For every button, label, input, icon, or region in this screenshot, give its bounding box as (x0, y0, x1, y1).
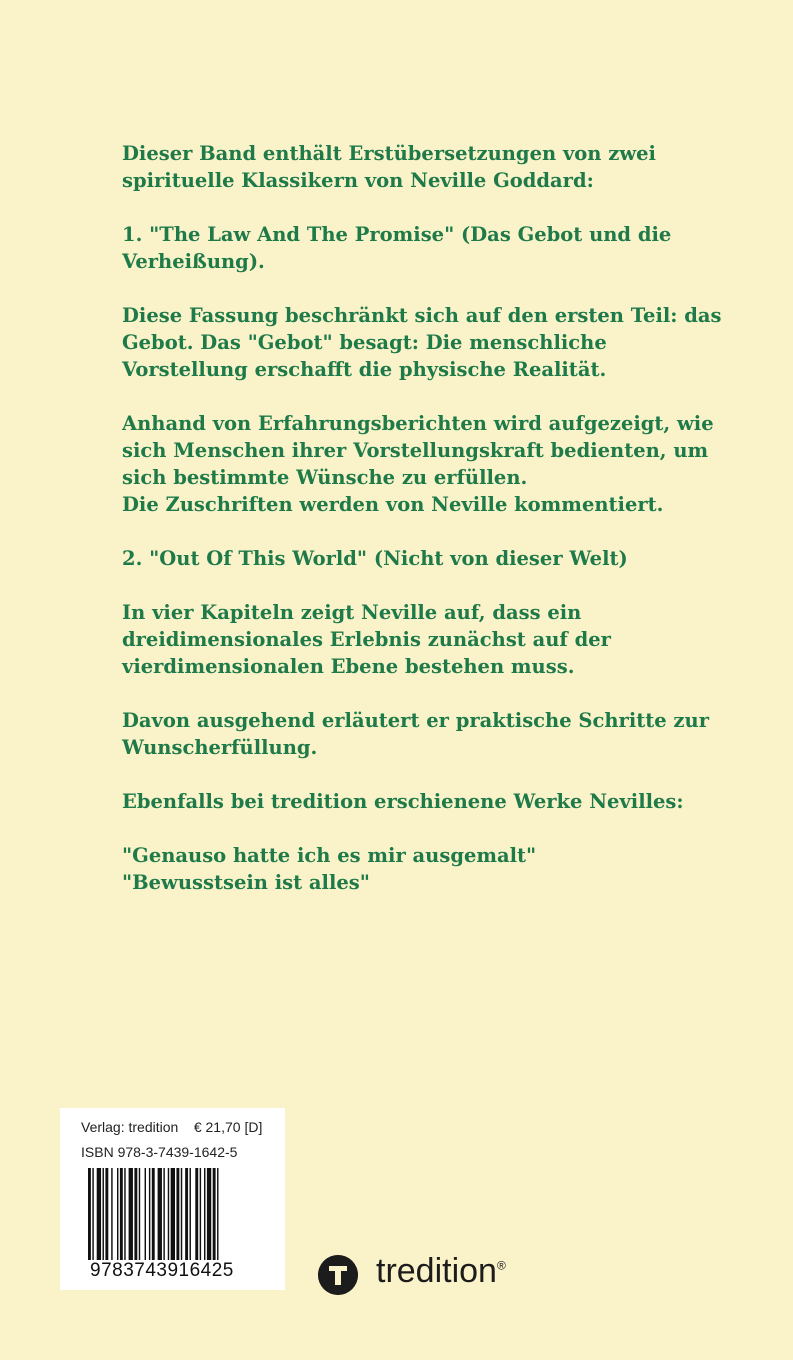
barcode-digits: 9783743916425 (90, 1260, 234, 1281)
barcode-icon (88, 1168, 256, 1260)
logo-wordmark-text: tredition (376, 1252, 497, 1290)
blurb-paragraph-reports: Anhand von Erfahrungsberichten wird aufgezeigt, wie sich Menschen ihrer Vorstellungskraft bedienten, um sich bestimmte Wünsche zu erfüllen. Die Zuschriften werden von Neville kommentiert. (122, 412, 714, 516)
blurb-paragraph-title-2: 2. "Out Of This World" (Nicht von dieser Welt) (122, 547, 628, 570)
blurb-paragraph-title-1: 1. "The Law And The Promise" (Das Gebot und die Verheißung). (122, 223, 672, 273)
isbn-line: ISBN 978-3-7439-1642-5 (81, 1144, 238, 1160)
blurb-paragraph-chapters: In vier Kapiteln zeigt Neville auf, dass ein dreidimensionales Erlebnis zunächst auf der vierdimensionalen Ebene bestehen muss. (122, 601, 611, 678)
blurb-paragraph-other-works-list: "Genauso hatte ich es mir ausgemalt" "Bewusstsein ist alles" (122, 844, 537, 894)
logo-wordmark (376, 1252, 506, 1291)
registered-mark: ® (496, 1258, 506, 1273)
blurb-paragraph-other-works-heading: Ebenfalls bei tredition erschienene Werke Nevilles: (122, 790, 684, 813)
blurb-paragraph-gebot: Diese Fassung beschränkt sich auf den ersten Teil: das Gebot. Das "Gebot" besagt: Die menschliche Vorstellung erschafft die physische Realität. (122, 304, 722, 381)
barcode-label (60, 1108, 285, 1290)
back-cover-blurb (122, 140, 742, 923)
publisher-price-line: Verlag: tredition € 21,70 [D] (81, 1119, 263, 1135)
tredition-logo-icon (318, 1255, 358, 1295)
blurb-paragraph-steps: Davon ausgehend erläutert er praktische Schritte zur Wunscherfüllung. (122, 709, 709, 759)
blurb-paragraph-intro: Dieser Band enthält Erstübersetzungen von zwei spirituelle Klassikern von Neville Goddard: (122, 142, 656, 192)
